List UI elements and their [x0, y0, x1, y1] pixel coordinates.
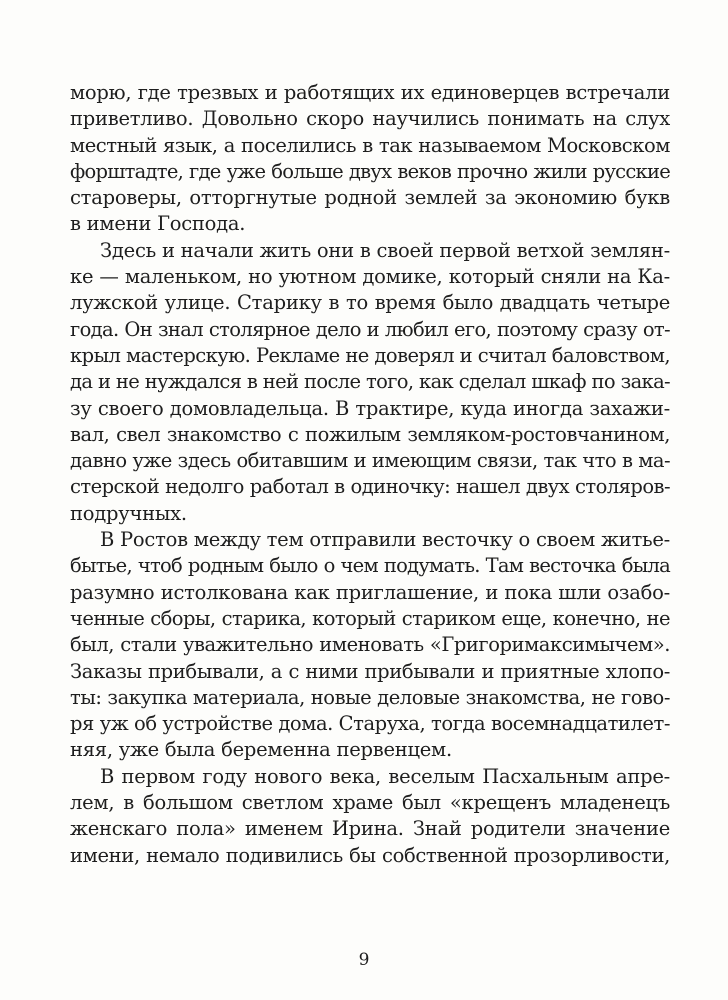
text-line: разумно истолкована как приглашение, и пока шли озабо- — [70, 580, 670, 604]
text-line: давно уже здесь обитавшим и имеющим связи, так что в ма- — [70, 449, 670, 473]
text-line: лужской улице. Старику в то время было двадцать четыре — [70, 291, 670, 315]
text-line: стерской недолго работал в одиночку: нашел двух столяров- — [70, 475, 670, 499]
text-line: няя, уже была беременна первенцем. — [70, 738, 452, 762]
text-line: женскаго пола» именем Ирина. Знай родители значение — [70, 817, 670, 841]
text-line: ря уж об устройстве дома. Старуха, тогда восемнадцатилет- — [70, 712, 670, 736]
text-line: зу своего домовладельца. В трактире, куда иногда захажи- — [70, 396, 670, 420]
text-line: приветливо. Довольно скоро научились понимать на слух — [70, 107, 670, 131]
text-line: ченные сборы, старика, который стариком еще, конечно, не — [70, 606, 670, 630]
text-line: ке — маленьком, но уютном домике, который сняли на Ка- — [70, 265, 670, 289]
text-line: староверы, отторгнутые родной землей за экономию букв — [70, 186, 670, 210]
text-line: Здесь и начали жить они в своей первой ветхой землян- — [100, 238, 670, 262]
text-line: года. Он знал столярное дело и любил его, поэтому сразу от- — [70, 317, 670, 341]
body-text — [70, 80, 670, 869]
text-line: лем, в большом светлом храме был «крещенъ младенецъ — [70, 791, 670, 815]
page-number: 9 — [358, 950, 370, 970]
text-line: имени, немало подивились бы собственной прозорливости, — [70, 843, 670, 867]
text-line: вал, свел знакомство с пожилым земляком-ростовчанином, — [70, 422, 670, 446]
text-line: бытье, чтоб родным было о чем подумать. Там весточка была — [70, 554, 670, 578]
text-line: да и не нуждался в ней после того, как сделал шкаф по зака- — [70, 370, 670, 394]
text-line: был, стали уважительно именовать «Григоримаксимычем». — [70, 633, 670, 657]
text-line: в имени Господа. — [70, 212, 246, 236]
text-line: морю, где трезвых и работящих их единоверцев встречали — [70, 81, 670, 104]
text-line: Заказы прибывали, а с ними прибывали и приятные хлопо- — [70, 659, 670, 683]
text-line: крыл мастерскую. Рекламе не доверял и считал баловством, — [70, 343, 670, 367]
text-line: ты: закупка материала, новые деловые знакомства, не гово- — [70, 685, 670, 709]
text-line: В Ростов между тем отправили весточку о своем житье- — [100, 528, 670, 552]
text-line: местный язык, а поселились в так называемом Московском — [70, 133, 670, 157]
text-line: В первом году нового века, веселым Пасхальным апре- — [100, 764, 670, 788]
text-line: форштадте, где уже больше двух веков прочно жили русские — [70, 159, 670, 183]
text-line: подручных. — [70, 501, 187, 525]
